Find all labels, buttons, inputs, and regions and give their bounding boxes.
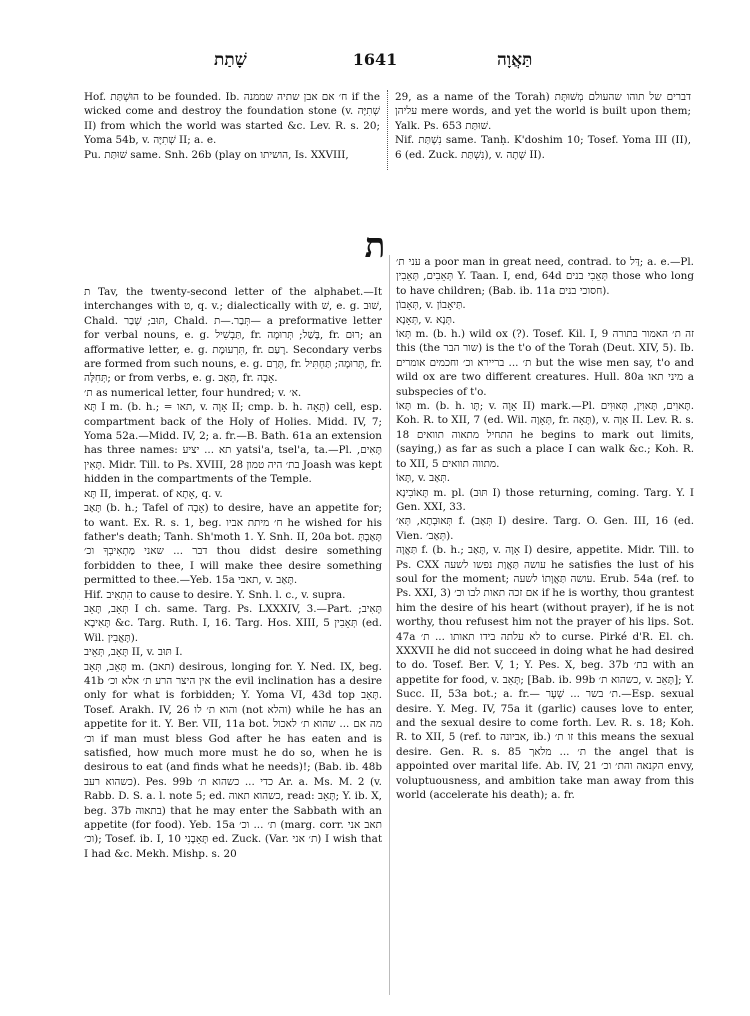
top-left-paragraph-pu: Pu. שׁוּתַּת same. Snh. 26b (play on הושיתו, Is. XXVIII, xyxy=(84,148,349,160)
top-left-column xyxy=(84,90,380,160)
header-right-word: תַּאֲוָה xyxy=(497,50,533,70)
page-number: 1641 xyxy=(352,50,398,69)
main-left-column xyxy=(84,285,382,997)
entry-teuvta: תְּאוּבְתָא, תְּאִ׳ f. (תְּאַב I) desire. Targ. O. Gen. III, 16 (ed. Vien. תְּאַב׳). xyxy=(396,515,694,542)
column-divider-top xyxy=(387,90,388,170)
entry-ta-1: תָּא I m. (b. h.; = תאו, v. אָוָה II; cmp. b. h. תָּאָה) cell, esp. compartment back of the Holy of Holies. Midd. IV, 7; Yoma 52a.—Midd. IV, 2; a. fr.—B. Bath. 61a an extension has three names: תא ... יציע yatsi'a, tsel'a, ta.—Pl. תָּאִים, תָּאִין. Midr. Till. to Ps. XVIII, 28 בת׳ היה טמון Joash was kept hidden in the compartments of the Temple. xyxy=(84,401,382,486)
entry-tav-numeric: ת׳ as numerical letter, four hundred; v. א׳. xyxy=(84,386,302,399)
entry-tao-2: תָּאוֹ, v. תְּאַב. xyxy=(396,472,450,485)
entry-teev-1: תְּאֵב, תָּאֵב I ch. same. Targ. Ps. LXXXIV, 3.—Part. תָּאִיב; תָּאִיבָא &c. Targ. Ruth. I, 16. Targ. Hos. XIII, 5 תְּאֵבִין (ed. Wil. תָּאֲבִין). xyxy=(84,602,382,644)
main-right-column xyxy=(396,255,694,997)
entry-taava: תַּאֲוָה f. (b. h.; תָּאַב, v. אָוָה I) desire, appetite. Midr. Till. to Ps. CXX עושה תַּאֲוַת נפשו לשעה he satisfies the lust of his soul for the moment; עושה תַּאֲוָתוֹ לשעה. Erub. 54a (ref. to Ps. XXI, 3) אם זכה תאות לבו וכ׳ if he is worthy, thou grantest him the desire of his heart (without prayer), if he is not worthy, thou refusest him not the prayer of his lips. Sot. 47a לא עלתה בידו תאותו ... ת׳ to curse. Pirké d'R. El. ch. XXXVII he did not succeed in doing what he had desired to do. Tosef. Ber. V, 1; Y. Pes. X, beg. 37b בת׳ with an appetite for food, v. תָּאֵב; [Bab. ib. 99b כשהוא ת׳, v. תָּאֵב]; Y. Succ. II, 53a bot.; a. fr.— ת׳ בשר ... שְׁעָר.—Esp. sexual desire. Y. Meg. IV, 75a it (garlic) causes love to enter, and the sexual desire to come forth. Lev. R. s. 18; Koh. R. to XII, 5 (ref. to אביונה, ib.) זו ת׳ this means the sexual desire. Gen. R. s. 85 ת׳ ... מלאך the angel that is appointed over marital life. Ab. IV, 21 הקנאה והת׳ וכ׳ envy, voluptuousness, and ambition take man away from this world (accelerate his death); a. fr. xyxy=(396,544,694,802)
entry-teev-2: תָּאֵב, תְּאֵיב II, v. תּוּב I. xyxy=(84,646,183,659)
entry-teana: תְּאָנָא, v. תְּנָא. xyxy=(396,313,456,326)
entry-taav-hif: Hif. הִתְאִיב to cause to desire. Y. Snh. l. c., v. supra. xyxy=(84,588,346,601)
section-letter-heading: ת xyxy=(364,226,386,266)
entry-taovina: תָּאוֹבִינָא m. pl. (תּוּב I) those returning, coming. Targ. Y. I Gen. XXI, 33. xyxy=(396,486,694,513)
entry-teavon: תְּאָבוֹן, v. תַּיאָבוֹן. xyxy=(396,299,466,312)
entry-tav: ת Tav, the twenty-second letter of the alphabet.—It interchanges with ט, q. v.; dialectically with שׁ, e. g. שׁוּב, Chald. תּוּב; שְׁבַר, Chald. תְּבַר.—ת— a preformative letter for verbal nouns, e. g. תַּבְשִׁיל, fr. בָּשַׁל; תְּרוּמָה, fr. רוּם; an afformative letter, e. g. תִּרְעוּמֶת, fr. רָעַם. Secondary verbs are formed from such nouns, e. g. תְּרַם, fr. תְּרוּמָה; תַּחְתִּיל, fr. תְּחִלָּה; or from verbs, e. g. תְּאַב, fr. אָבָה. xyxy=(84,286,382,385)
header-left-word: שָׁתַת xyxy=(214,50,247,70)
entry-continuation: עני ת׳ a poor man in great need, contrad. to דַּל; a. e.—Pl. תְּאֵבִים, תְּאֵבִין Y. Taan. I, end, 64d תְּאֵבִי בנים those who long to have children; (Bab. ib. 11a חסוכי בנים). xyxy=(396,256,694,297)
top-right-paragraph-1: 29, as a name of the Torah) דברים של תוהו שהעולם מְשׁוּתָּת עליהן mere words, and yet the world is built upon them; Yalk. Ps. 653 שׁוּתַּת. xyxy=(395,91,691,132)
top-left-paragraph-hof: Hof. הוּשְׁתַּת to be founded. Ib. ח׳ אם אבן שתיה שממנה if the wicked come and destroy the foundation stone (v. שְׁתִיָּה II) from which the world was started &c. Lev. R. s. 20; Yoma 54b, v. שְׁתִיָּה II; a. e. xyxy=(84,91,380,147)
entry-tao: תָּאוֹ m. (b. h. תָּו; v. אָוָה II) mark.—Pl. תָּאוִים, תָּאוִין, תְּאוּוִים. Koh. R. to XII, 7 (ed. Wil. תְּאָוָה, fr. תָּאָה), v. אָוָה II. Lev. R. s. 18 התחיל מתאוה תוואים he begins to mark out limits, (saying,) as far as such a place I can walk &c.; Koh. R. to XII, 5 מתווה תוואים. xyxy=(396,400,694,470)
entry-taev: תָּאֵב, תְּאֵב m. (תאב) desirous, longing for. Y. Ned. IX, beg. 41b אין היצר הרע ת׳ אלא וכ׳ the evil inclination has a desire only for what is forbidden; Y. Yoma VI, 43d top תָּאֵב. Tosef. Arakh. IV, 26 והוא ת׳ לו (not והלא) while he has an appetite for it. Y. Ber. VII, 11a bot. מה אם ... שהוא ת׳ לאכול וכ׳ if man must bless God after he has eaten and is satisfied, how much more must he do so, when he is desirous to eat (and finds what he needs)!; (Bab. ib. 48b כשהוא רעב). Pes. 99b כדי ... כשהוא ת׳ Ar. a. Ms. M. 2 (v. Rabb. D. S. a. l. note 5; ed. כשהוא תאוה, read: תָּאֵב; Y. ib. X, beg. 37b בתאוה) that he may enter the Sabbath with an appetite (for food). Yeb. 15a ת׳ ... וכ׳ (marg. corr. תאב אני וכ׳); Tosef. ib. I, 10 תָּאֵבָנִי ed. Zuck. (Var. ת׳ אני) I wish that I had &c. Mekh. Mishp. s. 20 xyxy=(84,660,382,860)
column-divider-main xyxy=(389,255,390,995)
top-right-paragraph-nif: Nif. נִשְׁתַּת same. Tanḥ. K'doshim 10; Tosef. Yoma III (II), 6 (ed. Zuck. נִשְׁתַּת), v. שְׁתָה II). xyxy=(395,134,691,160)
entry-ta-2: תָּא II, imperat. of אָתָא, q. v. xyxy=(84,487,223,500)
entry-teo: תְּאוֹ m. (b. h.) wild ox (?). Tosef. Kil. I, 9 זה ת׳ האמור בתורה this (the שור הבר) is the t'o of the Torah (Deut. XIV, 5). Ib. ת׳ ... בריירא וכ׳ וחכמים אומרים but the wise men say, t'o and wild ox are two different creatures. Hull. 80a מיני תאו a subspecies of t'o. xyxy=(396,328,694,398)
entry-taav: תָּאַב (b. h.; Tafel of אָבָה) to desire, have an appetite for; to want. Ex. R. s. 1, beg. ח׳ מיתת אביו he wished for his father's death; Tanh. Sh'moth 1. Y. Snh. II, 20a bot. תָּאַבְתָּ דבר ... שאני מַתְאִיבְךָ וכ׳ thou didst desire something forbidden to thee, I will make thee desire something permitted to thee.—Yeb. 15a תאבי, v. תָּאַב. xyxy=(84,502,382,587)
top-right-column xyxy=(395,90,691,160)
